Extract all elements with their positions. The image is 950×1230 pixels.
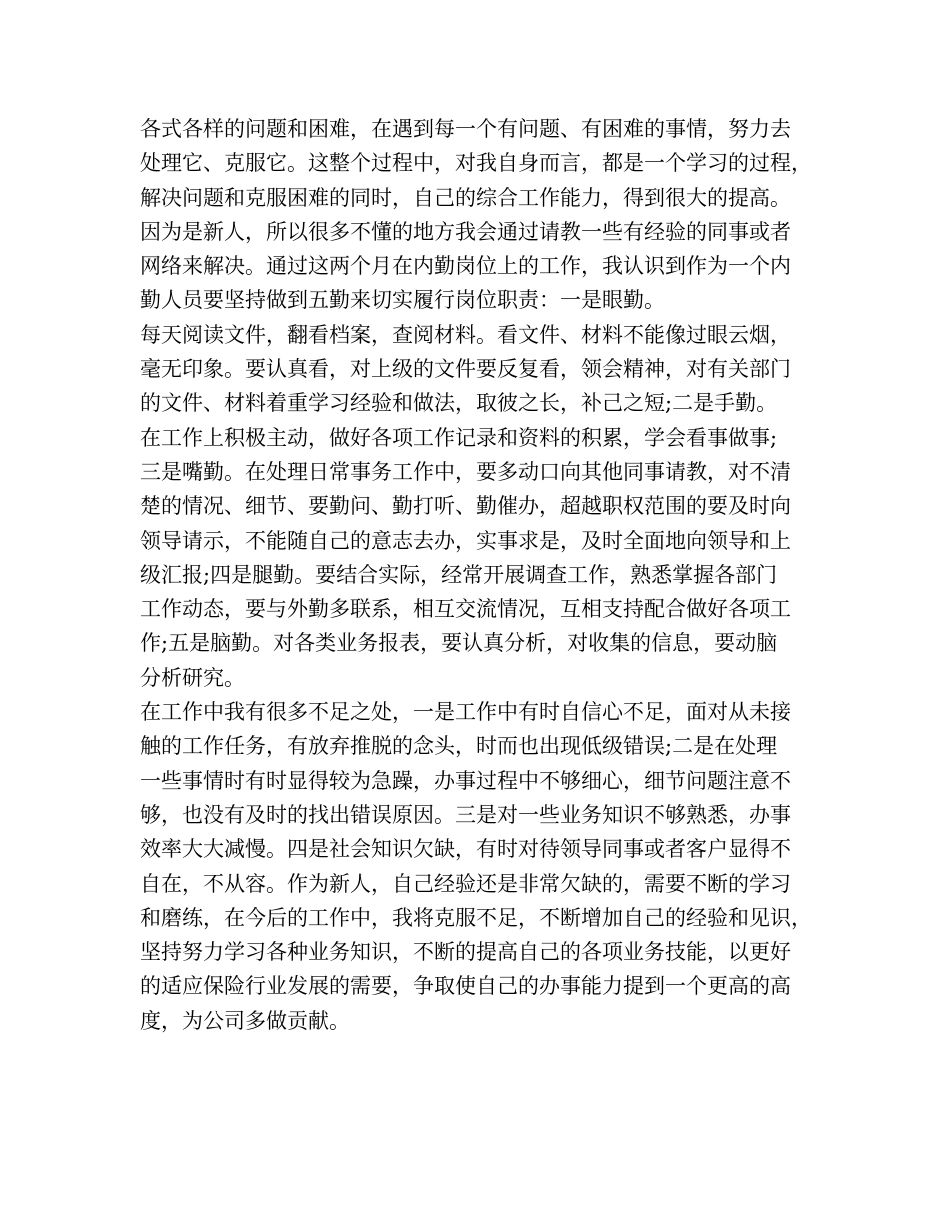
text-line: 工作动态，要与外勤多联系，相互交流情况，互相支持配合做好各项工 (140, 597, 791, 622)
text-line: 勤人员要坚持做到五勤来切实履行岗位职责：一是眼勤。 (140, 288, 665, 313)
text-line: 和磨练，在今后的工作中，我将克服不足，不断增加自己的经验和见识， (140, 905, 812, 930)
text-line: 因为是新人，所以很多不懂的地方我会通过请教一些有经验的同事或者 (140, 219, 791, 244)
text-line: 触的工作任务，有放弃推脱的念头，时而也出现低级错误;二是在处理 (140, 734, 778, 759)
text-line: 度，为公司多做贡献。 (140, 1008, 350, 1033)
text-line: 解决问题和克服困难的同时，自己的综合工作能力，得到很大的提高。 (140, 185, 791, 210)
text-line: 各式各样的问题和困难，在遇到每一个有问题、有困难的事情，努力去 (140, 117, 791, 141)
text-line: 在工作上积极主动，做好各项工作记录和资料的积累，学会看事做事; (140, 425, 778, 450)
text-line: 毫无印象。要认真看，对上级的文件要反复看，领会精神，对有关部门 (140, 357, 791, 382)
document-body (140, 112, 830, 1038)
text-line: 处理它、克服它。这整个过程中，对我自身而言，都是一个学习的过程， (140, 151, 812, 176)
text-line: 领导请示，不能随自己的意志去办，实事求是，及时全面地向领导和上 (140, 528, 791, 553)
text-line: 效率大大减慢。四是社会知识欠缺，有时对待领导同事或者客户显得不 (140, 837, 791, 862)
text-line: 在工作中我有很多不足之处，一是工作中有时自信心不足，面对从未接 (140, 700, 791, 725)
text-line: 作;五是脑勤。对各类业务报表，要认真分析，对收集的信息，要动脑 (140, 631, 778, 656)
text-line: 三是嘴勤。在处理日常事务工作中，要多动口向其他同事请教，对不清 (140, 459, 791, 484)
text-line: 级汇报;四是腿勤。要结合实际，经常开展调查工作，熟悉掌握各部门 (140, 562, 778, 587)
text-line: 分析研究。 (140, 665, 245, 690)
text-line: 的适应保险行业发展的需要，争取使自己的办事能力提到一个更高的高 (140, 974, 791, 999)
text-line: 每天阅读文件，翻看档案，查阅材料。看文件、材料不能像过眼云烟， (140, 322, 791, 347)
text-line: 自在，不从容。作为新人，自己经验还是非常欠缺的，需要不断的学习 (140, 871, 791, 896)
text-line: 的文件、材料着重学习经验和做法，取彼之长，补己之短;二是手勤。 (140, 391, 778, 416)
text-line: 楚的情况、细节、要勤问、勤打听、勤催办，超越职权范围的要及时向 (140, 494, 791, 519)
text-line: 一些事情时有时显得较为急躁，办事过程中不够细心，细节问题注意不 (140, 768, 791, 793)
text-line: 坚持努力学习各种业务知识，不断的提高自己的各项业务技能，以更好 (140, 940, 791, 965)
text-line: 够，也没有及时的找出错误原因。三是对一些业务知识不够熟悉，办事 (140, 802, 791, 827)
text-line: 网络来解决。通过这两个月在内勤岗位上的工作，我认识到作为一个内 (140, 254, 791, 279)
